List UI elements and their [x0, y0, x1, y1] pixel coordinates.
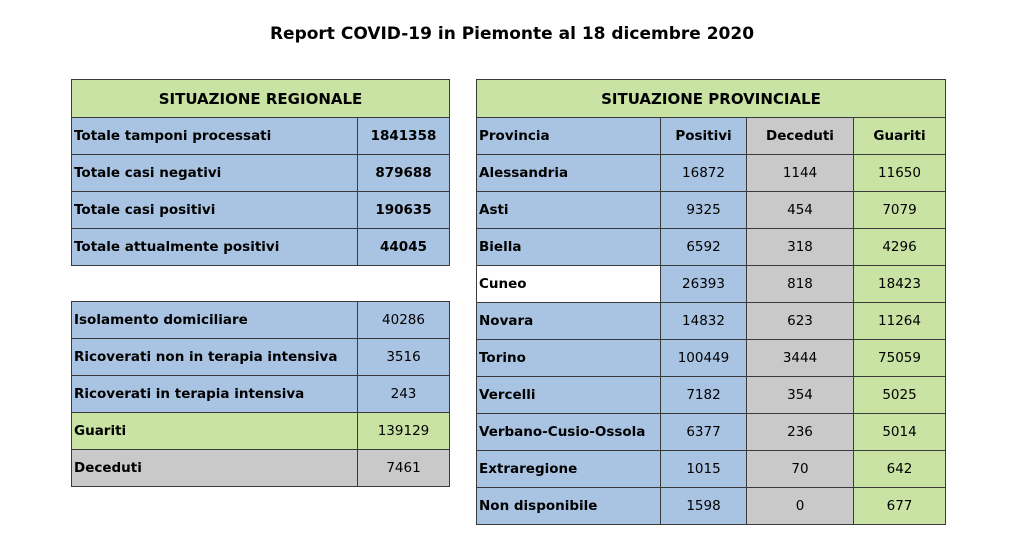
province-name: Vercelli [477, 377, 661, 414]
row-label: Totale casi negativi [72, 155, 358, 192]
provincial-header: SITUAZIONE PROVINCIALE [477, 80, 946, 118]
row-label: Totale attualmente positivi [72, 229, 358, 266]
table-row [72, 192, 450, 229]
row-value: 139129 [358, 413, 450, 450]
province-name: Non disponibile [477, 488, 661, 525]
deceduti-value: 70 [747, 451, 854, 488]
positivi-value: 100449 [661, 340, 747, 377]
province-name: Alessandria [477, 155, 661, 192]
deceduti-value: 454 [747, 192, 854, 229]
province-name: Biella [477, 229, 661, 266]
positivi-value: 9325 [661, 192, 747, 229]
row-value: 243 [358, 376, 450, 413]
guariti-value: 11650 [854, 155, 946, 192]
row-label: Totale tamponi processati [72, 118, 358, 155]
province-name: Cuneo [477, 266, 661, 303]
row-value: 40286 [358, 302, 450, 339]
row-label: Guariti [72, 413, 358, 450]
row-label: Ricoverati non in terapia intensiva [72, 339, 358, 376]
table-row [72, 413, 450, 450]
guariti-value: 4296 [854, 229, 946, 266]
column-header-guariti: Guariti [854, 118, 946, 155]
positivi-value: 1598 [661, 488, 747, 525]
row-label: Isolamento domiciliare [72, 302, 358, 339]
row-value: 1841358 [358, 118, 450, 155]
province-name: Verbano-Cusio-Ossola [477, 414, 661, 451]
row-label: Totale casi positivi [72, 192, 358, 229]
guariti-value: 75059 [854, 340, 946, 377]
deceduti-value: 818 [747, 266, 854, 303]
column-header-deceduti: Deceduti [747, 118, 854, 155]
positivi-value: 6377 [661, 414, 747, 451]
guariti-value: 18423 [854, 266, 946, 303]
regional-header: SITUAZIONE REGIONALE [72, 80, 450, 118]
table-row [477, 303, 946, 340]
regional-situation-table [71, 79, 450, 266]
deceduti-value: 236 [747, 414, 854, 451]
row-value: 44045 [358, 229, 450, 266]
provincial-situation-table [476, 79, 946, 525]
table-row [477, 451, 946, 488]
table-row [477, 229, 946, 266]
patient-status-table [71, 301, 450, 487]
positivi-value: 16872 [661, 155, 747, 192]
positivi-value: 26393 [661, 266, 747, 303]
deceduti-value: 354 [747, 377, 854, 414]
row-value: 190635 [358, 192, 450, 229]
table-row [477, 414, 946, 451]
guariti-value: 642 [854, 451, 946, 488]
column-header-provincia: Provincia [477, 118, 661, 155]
deceduti-value: 1144 [747, 155, 854, 192]
positivi-value: 14832 [661, 303, 747, 340]
report-title: Report COVID-19 in Piemonte al 18 dicembre 2020 [269, 24, 755, 44]
row-value: 879688 [358, 155, 450, 192]
table-row [477, 488, 946, 525]
positivi-value: 7182 [661, 377, 747, 414]
deceduti-value: 318 [747, 229, 854, 266]
row-value: 3516 [358, 339, 450, 376]
positivi-value: 6592 [661, 229, 747, 266]
province-name: Novara [477, 303, 661, 340]
table-row [72, 450, 450, 487]
province-name: Asti [477, 192, 661, 229]
table-row [477, 266, 946, 303]
deceduti-value: 0 [747, 488, 854, 525]
positivi-value: 1015 [661, 451, 747, 488]
deceduti-value: 623 [747, 303, 854, 340]
row-label: Deceduti [72, 450, 358, 487]
table-row [477, 192, 946, 229]
guariti-value: 11264 [854, 303, 946, 340]
row-value: 7461 [358, 450, 450, 487]
province-name: Extraregione [477, 451, 661, 488]
row-label: Ricoverati in terapia intensiva [72, 376, 358, 413]
table-row [72, 302, 450, 339]
table-row [477, 340, 946, 377]
table-row [72, 229, 450, 266]
column-header-row [477, 118, 946, 155]
column-header-positivi: Positivi [661, 118, 747, 155]
table-row [72, 376, 450, 413]
table-row [477, 155, 946, 192]
guariti-value: 5025 [854, 377, 946, 414]
province-name: Torino [477, 340, 661, 377]
table-row [72, 118, 450, 155]
deceduti-value: 3444 [747, 340, 854, 377]
guariti-value: 7079 [854, 192, 946, 229]
guariti-value: 677 [854, 488, 946, 525]
table-row [72, 339, 450, 376]
table-row [477, 377, 946, 414]
guariti-value: 5014 [854, 414, 946, 451]
table-row [72, 155, 450, 192]
